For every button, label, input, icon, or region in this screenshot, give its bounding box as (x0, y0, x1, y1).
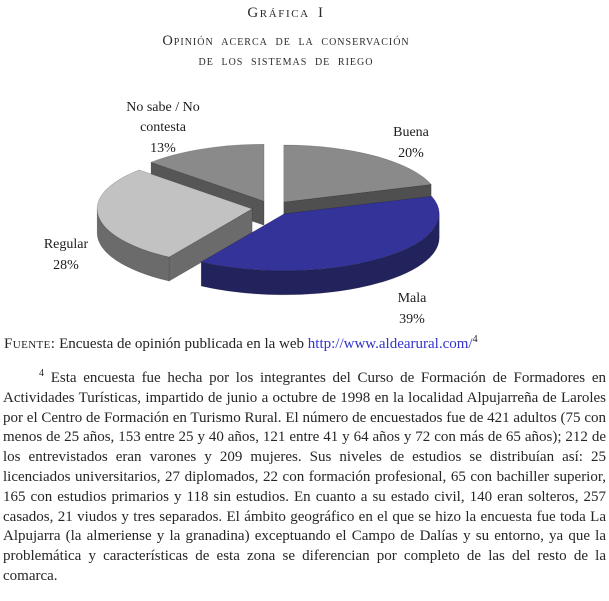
source-prefix: Fuente: (4, 336, 56, 352)
slice-label-name: No sabe / No (126, 100, 200, 115)
slice-label-pct: 39% (399, 312, 425, 327)
slice-label-pct: 28% (53, 258, 79, 273)
slice-label-name: contesta (140, 120, 186, 135)
source-link[interactable]: http://www.aldearural.com/ (307, 336, 473, 352)
figure-title: Gráfica I (247, 5, 325, 21)
figure-subtitle-line1: Opinión acerca de la conservación (162, 33, 410, 49)
slice-label-name: Buena (393, 125, 429, 140)
slice-label-pct: 13% (150, 141, 176, 156)
slice-label-pct: 20% (398, 146, 424, 161)
source-text: Encuesta de opinión publicada en la web (55, 336, 308, 352)
source-footnote-ref: 4 (472, 334, 478, 345)
slice-label-name: Mala (397, 291, 427, 306)
slice-label-name: Regular (43, 237, 89, 252)
footnote-marker: 4 (39, 368, 44, 379)
figure-subtitle-line2: de los sistemas de riego (198, 52, 374, 69)
footnote-text (3, 369, 606, 587)
footnote-body: Esta encuesta fue hecha por los integrantes del Curso de Formación de Formadores en Actividades Turísticas, impartido de junio a octubre de 1998 en la localidad Alpujarreña de Laroles por el Centro de Formación en Turismo Rural. El número de encuestados fue de 421 adultos (75 con menos de 25 años, 153 entre 25 y 40 años, 121 entre 41 y 64 años y 72 con más de 65 años); 212 de los entrevistados eran varones y 209 mujeres. Sus niveles de estudios se distribuían así: 25 licenciados universitarios, 27 diplomados, 22 con formación profesional, 65 con bachiller superior, 165 con estudios primarios y 118 sin estudios. En cuanto a su estado civil, 140 eran solteros, 257 casados, 21 viudos y tres separados. El ámbito geográfico en el que se hizo la encuesta fue toda La Alpujarra (la almeriense y la granadina) exceptuando el Campo de Dalías y su entorno, ya que la problemática y características de esta zona se diferencian por completo de las del resto de la comarca. (3, 370, 606, 584)
figure-source (4, 336, 604, 353)
